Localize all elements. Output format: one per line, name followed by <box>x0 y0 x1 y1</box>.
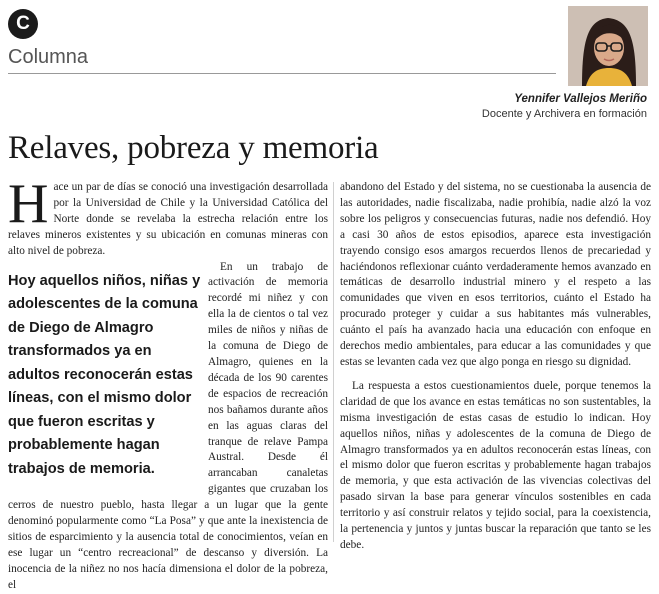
article-paragraph-4: La respuesta a estos cuestionamientos duele, porque tenemos la claridad de que los avance en estas temáticas no son sustentables, la misma investigación de estas casas de estudio lo indican. Hoy aquellos niños, niñas y adolescentes de la comuna de Diego de Almagro transformados ya en adultos reconocerán estas líneas, con el mismo dolor que fueron escritas y probablemente hagan trabajos de memoria, y que esta activación de las vivencias colectivas del pasado sirvan la base para generar vínculos sostenibles en cada territorio y así construir relatos y tejido social, para la coexistencia, la pertenencia y juntos y juntas buscar la reparación que tanto se les debe. <box>340 379 651 551</box>
article-title: Relaves, pobreza y memoria <box>8 130 379 166</box>
author-name: Yennifer Vallejos Meriño <box>514 93 647 105</box>
pull-quote: Hoy aquellos niños, niñas y adolescentes de la comuna de Diego de Almagro transformados ya en adultos reconocerán estas líneas, con el mismo dolor que fueron escritas y probablemente hagan trabajos de memoria. <box>8 272 201 477</box>
author-portrait-icon <box>568 6 648 86</box>
header-divider <box>8 73 556 74</box>
section-label: Columna <box>8 46 89 68</box>
article-paragraph-2: En un trabajo de activación de memoria recordé mi niñez y con ella la de cientos o tal vez miles de niños y niñas de la comuna de Diego de Almagro, quienes en la década de los 90 carentes de espacios de recreación nos bañamos durante años en las aguas claras del tranque de relave Pampa Austral. Desde él arrancaban canaletas gigantes que cruzaban los cerros de nuestro pueblo, hasta llegar a un lugar que la gente denominó popularmente como “La Posa” y que ante la inexistencia de sitios de esparcimiento y la ausencia total de conocimientos, veían en ese lugar un “centro recreacional” de descanso y diversión. La inocencia de la niñez no nos hacía dimensiona el dolor de la pobreza, el <box>8 260 328 591</box>
article-column-right <box>340 180 651 554</box>
column-divider <box>333 182 334 542</box>
author-role: Docente y Archivera en formación <box>481 108 647 120</box>
article-paragraph-3: abandono del Estado y del sistema, no se cuestionaba la ausencia de las autoridades, nadie fiscalizaba, nadie prohibía, nadie alzó la voz sobre los peligros y consecuencias futuras, nadie nos defendió. Hoy a casi 30 años de estos episodios, aparece esta investigación trayendo consigo esos amargos recuerdos llenos de precariedad y haciéndonos reflexionar cuánto verdaderamente hemos avanzado en temáticas de desarrollo industrial minero y el respeto a las comunidades que viven en esos territorios, cuánto el Estado ha procurado proteger y cuidar a sus habitantes más vulnerables, cuánto el país ha avanzado hacia una educación con enfoque en derechos medio ambientales, para educar a las comunidades y que estas se levanten cada vez que algo ponga en riesgo su dignidad. <box>340 181 651 368</box>
section-badge: C <box>8 9 38 39</box>
article-paragraph-1: Hace un par de días se conoció una investigación desarrollada por la Universidad de Chile y la Universidad Católica del Norte donde se revelaba la estrecha relación entre los relaves mineros existentes y su ubicación en comunas mineras con alto nivel de pobreza. <box>8 173 328 257</box>
article-column-left <box>8 173 328 594</box>
drop-cap: H <box>8 173 49 235</box>
